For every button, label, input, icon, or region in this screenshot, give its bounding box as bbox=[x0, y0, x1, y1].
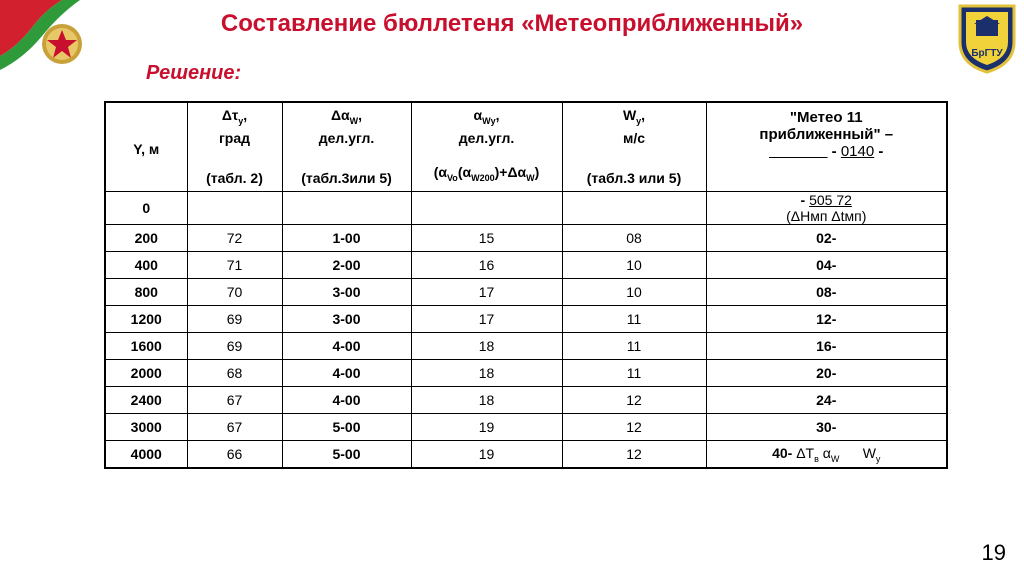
cell-wind-dir: 19 bbox=[411, 441, 562, 469]
table-header-row bbox=[105, 102, 947, 192]
cell-wind-dir-dev: 4-00 bbox=[282, 387, 411, 414]
header-meteo-bulletin: "Метео 11 приближенный" – _______ - 0140 - bbox=[706, 102, 947, 192]
cell-altitude: 200 bbox=[105, 225, 187, 252]
table-row bbox=[105, 192, 947, 225]
emblem-text: БрГТУ bbox=[971, 48, 1003, 59]
table-row bbox=[105, 333, 947, 360]
cell-wind-speed: 12 bbox=[562, 387, 706, 414]
header-altitude: Y, м bbox=[105, 102, 187, 192]
cell-wind-dir-dev: 5-00 bbox=[282, 414, 411, 441]
slide-subtitle: Решение: bbox=[146, 62, 242, 84]
cell-wind-dir-dev: 4-00 bbox=[282, 360, 411, 387]
cell-empty bbox=[282, 192, 411, 225]
cell-temp: 72 bbox=[187, 225, 282, 252]
cell-altitude: 800 bbox=[105, 279, 187, 306]
cell-meteo: 40- $\Delta T_в$ $\alpha_W$ $W_у$ bbox=[706, 441, 947, 469]
table-row bbox=[105, 360, 947, 387]
cell-wind-dir-dev: 1-00 bbox=[282, 225, 411, 252]
cell-temp: 67 bbox=[187, 414, 282, 441]
cell-altitude: 0 bbox=[105, 192, 187, 225]
cell-wind-dir-dev: 5-00 bbox=[282, 441, 411, 469]
cell-temp: 69 bbox=[187, 306, 282, 333]
cell-wind-dir: 17 bbox=[411, 306, 562, 333]
cell-temp: 66 bbox=[187, 441, 282, 469]
cell-altitude: 400 bbox=[105, 252, 187, 279]
cell-wind-speed: 12 bbox=[562, 414, 706, 441]
cell-wind-dir: 17 bbox=[411, 279, 562, 306]
header-wind-speed: $W_у$, м/с (табл.3 или 5) bbox=[562, 102, 706, 192]
cell-wind-speed: 11 bbox=[562, 333, 706, 360]
header-temp-deviation: $\Delta\tau_у$, град (табл. 2) bbox=[187, 102, 282, 192]
slide-title: Составление бюллетеня «Метеоприближенный» bbox=[220, 10, 804, 37]
cell-meteo: 02- bbox=[706, 225, 947, 252]
cell-temp: 69 bbox=[187, 333, 282, 360]
cell-temp: 67 bbox=[187, 387, 282, 414]
cell-wind-dir: 16 bbox=[411, 252, 562, 279]
cell-meteo: 20- bbox=[706, 360, 947, 387]
meteo-bulletin-table bbox=[104, 101, 948, 469]
cell-meteo: 16- bbox=[706, 333, 947, 360]
cell-altitude: 3000 bbox=[105, 414, 187, 441]
table-row bbox=[105, 279, 947, 306]
cell-temp: 71 bbox=[187, 252, 282, 279]
cell-wind-dir: 18 bbox=[411, 387, 562, 414]
cell-meteo: 08- bbox=[706, 279, 947, 306]
cell-meteo: 12- bbox=[706, 306, 947, 333]
cell-wind-dir-dev: 3-00 bbox=[282, 279, 411, 306]
table-row bbox=[105, 252, 947, 279]
cell-wind-speed: 08 bbox=[562, 225, 706, 252]
cell-empty bbox=[411, 192, 562, 225]
cell-altitude: 2400 bbox=[105, 387, 187, 414]
cell-wind-speed: 12 bbox=[562, 441, 706, 469]
header-wind-direction: $\alpha_{Wу}$, дел.угл. $(\alpha_{Vo}(\alpha_{W200})+\Delta\alpha_W)$ bbox=[411, 102, 562, 192]
cell-wind-speed: 10 bbox=[562, 252, 706, 279]
cell-temp: 70 bbox=[187, 279, 282, 306]
cell-wind-dir-dev: 4-00 bbox=[282, 333, 411, 360]
cell-meteo: 30- bbox=[706, 414, 947, 441]
cell-altitude: 1600 bbox=[105, 333, 187, 360]
cell-altitude: 2000 bbox=[105, 360, 187, 387]
cell-altitude: 4000 bbox=[105, 441, 187, 469]
cell-wind-speed: 11 bbox=[562, 306, 706, 333]
cell-wind-dir: 18 bbox=[411, 360, 562, 387]
cell-empty bbox=[187, 192, 282, 225]
cell-altitude: 1200 bbox=[105, 306, 187, 333]
cell-wind-speed: 10 bbox=[562, 279, 706, 306]
cell-wind-dir-dev: 2-00 bbox=[282, 252, 411, 279]
cell-meteo: 24- bbox=[706, 387, 947, 414]
table-row bbox=[105, 387, 947, 414]
cell-wind-dir: 18 bbox=[411, 333, 562, 360]
table-row bbox=[105, 414, 947, 441]
cell-meteo: 04- bbox=[706, 252, 947, 279]
cell-wind-dir: 15 bbox=[411, 225, 562, 252]
cell-wind-speed: 11 bbox=[562, 360, 706, 387]
cell-wind-dir: 19 bbox=[411, 414, 562, 441]
cell-empty bbox=[562, 192, 706, 225]
cell-temp: 68 bbox=[187, 360, 282, 387]
cell-meteo-note: - 505 72 (ΔНмп Δtмп) bbox=[706, 192, 947, 225]
table-row bbox=[105, 225, 947, 252]
cell-wind-dir-dev: 3-00 bbox=[282, 306, 411, 333]
page-number: 19 bbox=[981, 540, 1006, 565]
table-row bbox=[105, 441, 947, 469]
header-wind-dir-deviation: $\Delta\alpha_W$, дел.угл. (табл.3или 5) bbox=[282, 102, 411, 192]
table-row bbox=[105, 306, 947, 333]
